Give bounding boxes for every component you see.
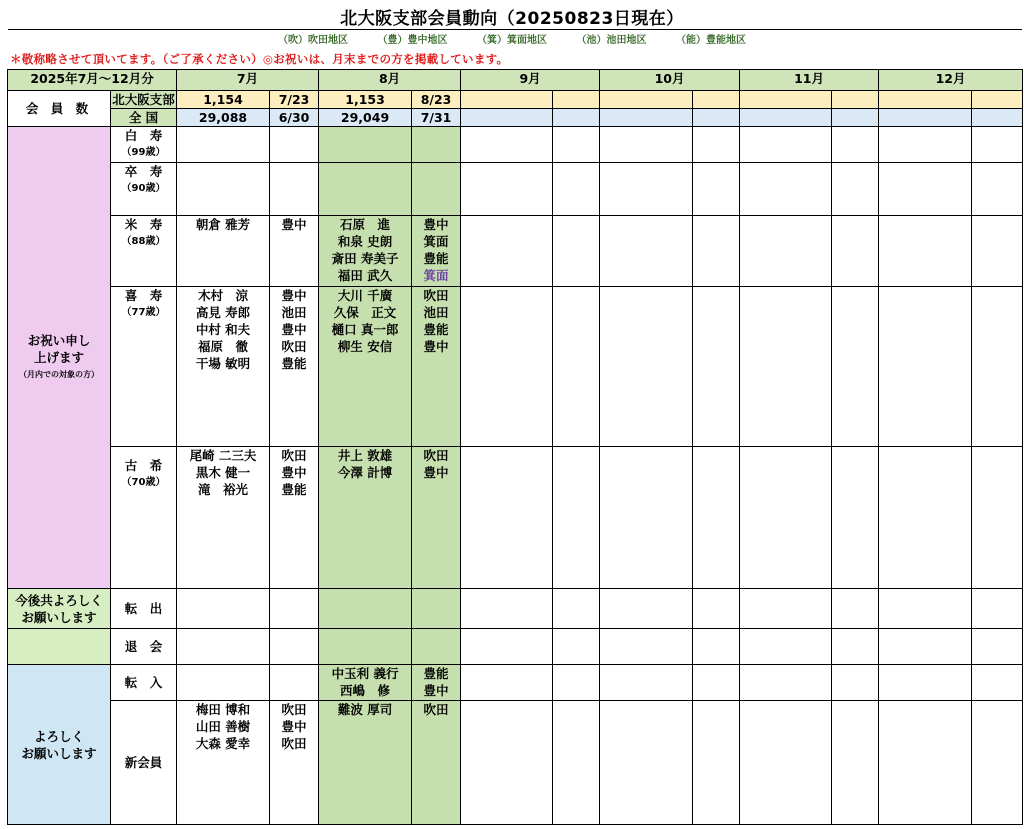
member-area: 豊中 (281, 465, 307, 480)
empty-cell (832, 127, 879, 163)
empty-cell (270, 629, 319, 665)
empty-cell (879, 91, 972, 109)
empty-cell (553, 287, 600, 447)
empty-cell (461, 701, 553, 825)
member-area: 吹田 (281, 736, 307, 751)
empty-cell (693, 629, 740, 665)
shinkai-row (8, 701, 1023, 825)
category-name: 古 希 (124, 458, 163, 473)
empty-cell (461, 163, 553, 216)
empty-cell (600, 163, 693, 216)
empty-cell (553, 109, 600, 127)
empty-cell (553, 665, 600, 701)
empty-cell (600, 287, 693, 447)
empty-cell (972, 629, 1023, 665)
empty-cell (879, 109, 972, 127)
koki-names-aug (319, 447, 412, 589)
kiju-areas-jul (270, 287, 319, 447)
member-area: 吹田 (423, 448, 449, 463)
member-area: 豊中 (423, 339, 449, 354)
farewell-label-line2: お願いします (21, 609, 97, 625)
member-area: 豊能 (423, 322, 449, 337)
legend-minoh: （箕）箕面地区 (477, 35, 547, 46)
member-name: 和泉 史朗 (337, 234, 393, 249)
empty-cell (600, 127, 693, 163)
tennyu-names-aug (319, 665, 412, 701)
member-name: 滝 裕光 (198, 482, 249, 497)
legend-toyono: （能）豊能地区 (675, 35, 746, 46)
member-area: 吹田 (281, 448, 307, 463)
shinkai-areas-aug (412, 701, 461, 825)
empty-cell (319, 163, 412, 216)
empty-cell (412, 163, 461, 216)
empty-cell (879, 701, 972, 825)
member-name: 柳生 安信 (337, 339, 393, 354)
branch-date-aug: 8/23 (412, 91, 461, 109)
empty-cell (972, 701, 1023, 825)
farewell-label (8, 589, 111, 629)
empty-cell (177, 589, 270, 629)
empty-cell (600, 629, 693, 665)
category-tenshutsu: 転 出 (111, 589, 177, 629)
empty-cell (600, 665, 693, 701)
celebration-label-line1: お祝い申し (27, 333, 91, 348)
member-count-branch-row (8, 91, 1023, 109)
empty-cell (270, 163, 319, 216)
category-koki (111, 447, 177, 589)
empty-cell (879, 163, 972, 216)
beiju-names-aug (319, 216, 412, 287)
category-name: 卒 寿 (124, 164, 163, 179)
member-area: 豊能 (281, 356, 307, 371)
empty-cell (553, 589, 600, 629)
title-underline (8, 29, 1022, 30)
member-area: 豊中 (423, 683, 449, 698)
national-date-aug: 7/31 (412, 109, 461, 127)
empty-cell (693, 216, 740, 287)
empty-cell (832, 447, 879, 589)
celebration-label-line2: 上げます (33, 350, 84, 365)
member-name: 中玉利 義行 (331, 666, 399, 681)
month-header-aug: 8月 (319, 70, 461, 91)
empty-cell (693, 589, 740, 629)
empty-cell (461, 629, 553, 665)
empty-cell (879, 127, 972, 163)
category-age: （77歳） (121, 307, 166, 318)
member-area: 吹田 (281, 339, 307, 354)
category-name: 白 寿 (124, 128, 163, 143)
empty-cell (740, 91, 832, 109)
beiju-areas-aug (412, 216, 461, 287)
member-name: 梅田 博和 (195, 702, 251, 717)
empty-cell (412, 589, 461, 629)
empty-cell (740, 287, 832, 447)
member-name: 干場 敏明 (195, 356, 251, 371)
empty-cell (740, 216, 832, 287)
member-area: 池田 (281, 305, 307, 320)
empty-cell (553, 447, 600, 589)
national-date-jul: 6/30 (270, 109, 319, 127)
empty-cell (319, 589, 412, 629)
member-area: 豊中 (423, 465, 449, 480)
empty-cell (270, 127, 319, 163)
category-name: 米 寿 (124, 217, 163, 232)
beiju-row (8, 216, 1023, 287)
member-area: 豊中 (281, 288, 307, 303)
member-name: 朝倉 雅芳 (195, 217, 251, 232)
empty-cell (461, 447, 553, 589)
shinkai-areas-jul (270, 701, 319, 825)
member-name: 樋口 真一郎 (331, 322, 399, 337)
empty-cell (740, 701, 832, 825)
empty-cell (740, 447, 832, 589)
empty-cell (461, 127, 553, 163)
kiju-names-aug (319, 287, 412, 447)
category-kiju (111, 287, 177, 447)
empty-cell (553, 127, 600, 163)
shinkai-names-jul (177, 701, 270, 825)
empty-cell (553, 163, 600, 216)
member-count-label: 会 員 数 (8, 91, 111, 127)
koki-names-jul (177, 447, 270, 589)
empty-cell (553, 91, 600, 109)
empty-cell (832, 163, 879, 216)
category-beiju (111, 216, 177, 287)
month-header-sep: 9月 (461, 70, 600, 91)
empty-cell (832, 701, 879, 825)
member-name: 斎田 寿美子 (331, 251, 399, 266)
empty-cell (461, 589, 553, 629)
empty-cell (319, 127, 412, 163)
member-area: 豊中 (423, 217, 449, 232)
member-area: 豊中 (281, 322, 307, 337)
legend-suita: （吹）吹田地区 (278, 35, 349, 46)
empty-cell (972, 127, 1023, 163)
empty-cell (177, 163, 270, 216)
category-age: （99歳） (121, 147, 166, 158)
month-header-oct: 10月 (600, 70, 740, 91)
member-name: 西嶋 修 (340, 683, 391, 698)
empty-cell (177, 665, 270, 701)
empty-cell (879, 287, 972, 447)
empty-cell (461, 216, 553, 287)
empty-cell (461, 665, 553, 701)
empty-cell (693, 91, 740, 109)
empty-cell (832, 287, 879, 447)
empty-cell (412, 127, 461, 163)
member-name: 木村 涼 (198, 288, 249, 303)
empty-cell (972, 589, 1023, 629)
category-shinkai: 新会員 (111, 701, 177, 825)
category-hakuju (111, 127, 177, 163)
empty-cell (600, 447, 693, 589)
member-area: 箕面 (423, 234, 449, 249)
member-area: 吹田 (281, 702, 307, 717)
empty-cell (879, 629, 972, 665)
category-name: 喜 寿 (124, 288, 163, 303)
member-area: 箕面 (423, 268, 449, 283)
welcome-label (8, 665, 111, 825)
empty-cell (972, 216, 1023, 287)
member-name: 石原 進 (340, 217, 391, 232)
kiju-areas-aug (412, 287, 461, 447)
member-area: 豊能 (423, 251, 449, 266)
category-age: （90歳） (121, 183, 166, 194)
empty-cell (740, 629, 832, 665)
welcome-label-line1: よろしく (33, 728, 84, 744)
spacer (111, 447, 176, 457)
empty-cell (740, 589, 832, 629)
month-header-nov: 11月 (740, 70, 879, 91)
empty-cell (693, 287, 740, 447)
empty-cell (177, 629, 270, 665)
empty-cell (832, 665, 879, 701)
empty-cell (461, 109, 553, 127)
empty-cell (461, 287, 553, 447)
member-area: 豊中 (281, 719, 307, 734)
empty-cell (177, 127, 270, 163)
member-count-national-row (8, 109, 1023, 127)
kiju-row (8, 287, 1023, 447)
welcome-label-line2: お願いします (21, 745, 97, 761)
hakuju-row (8, 127, 1023, 163)
period-header: 2025年7月～12月分 (8, 70, 177, 91)
empty-cell (832, 109, 879, 127)
empty-cell (693, 665, 740, 701)
farewell-label-line1: 今後共よろしく (15, 592, 103, 608)
empty-cell (972, 665, 1023, 701)
branch-count-jul: 1,154 (177, 91, 270, 109)
taikai-row (8, 629, 1023, 665)
empty-cell (832, 589, 879, 629)
empty-cell (879, 447, 972, 589)
national-count-jul: 29,088 (177, 109, 270, 127)
kiju-names-jul (177, 287, 270, 447)
empty-cell (832, 216, 879, 287)
member-name: 黒木 健一 (195, 465, 251, 480)
national-count-aug: 29,049 (319, 109, 412, 127)
tennyu-areas-aug (412, 665, 461, 701)
member-name: 尾崎 二三夫 (189, 448, 257, 463)
legend-toyonaka: （豊）豊中地区 (377, 35, 448, 46)
koki-row (8, 447, 1023, 589)
month-header-jul: 7月 (177, 70, 319, 91)
empty-cell (832, 91, 879, 109)
member-trend-table (7, 69, 1023, 825)
member-name: 大川 千廣 (337, 288, 393, 303)
koki-areas-aug (412, 447, 461, 589)
koki-areas-jul (270, 447, 319, 589)
legend-ikeda: （池）池田地区 (576, 35, 647, 46)
farewell-label-blank (8, 629, 111, 665)
member-name: 中村 和夫 (195, 322, 251, 337)
empty-cell (600, 91, 693, 109)
branch-count-aug: 1,153 (319, 91, 412, 109)
notice-text: ＊敬称略させて頂いてます。（ご了承ください）◎お祝いは、月末までの方を掲載しています。 (10, 52, 509, 66)
empty-cell (693, 701, 740, 825)
empty-cell (693, 447, 740, 589)
empty-cell (879, 216, 972, 287)
category-age: （70歳） (121, 477, 166, 488)
member-name: 山田 善樹 (195, 719, 251, 734)
empty-cell (693, 109, 740, 127)
member-name: 井上 敦雄 (337, 448, 393, 463)
empty-cell (740, 109, 832, 127)
member-area: 豊中 (281, 217, 307, 232)
empty-cell (600, 701, 693, 825)
empty-cell (461, 91, 553, 109)
empty-cell (879, 665, 972, 701)
beiju-areas-jul (270, 216, 319, 287)
member-name: 難波 厚司 (337, 702, 393, 717)
member-name: 大森 愛幸 (195, 736, 251, 751)
empty-cell (693, 127, 740, 163)
empty-cell (972, 109, 1023, 127)
tenshutsu-row (8, 589, 1023, 629)
empty-cell (270, 589, 319, 629)
sotsuju-row (8, 163, 1023, 216)
member-name: 福原 徹 (198, 339, 249, 354)
category-tennyu: 転 入 (111, 665, 177, 701)
empty-cell (972, 287, 1023, 447)
empty-cell (972, 91, 1023, 109)
empty-cell (600, 589, 693, 629)
member-name: 高見 寿郎 (195, 305, 251, 320)
shinkai-names-aug (319, 701, 412, 825)
empty-cell (319, 629, 412, 665)
empty-cell (553, 701, 600, 825)
member-name: 久保 正文 (333, 305, 397, 320)
member-area: 吹田 (423, 288, 449, 303)
empty-cell (832, 629, 879, 665)
empty-cell (879, 589, 972, 629)
header-row (8, 70, 1023, 91)
national-label: 全 国 (111, 109, 177, 127)
empty-cell (553, 629, 600, 665)
member-area: 吹田 (423, 702, 449, 717)
beiju-names-jul (177, 216, 270, 287)
celebration-label-note: （月内での対象の方） (19, 370, 99, 379)
empty-cell (740, 127, 832, 163)
month-header-dec: 12月 (879, 70, 1023, 91)
member-name: 今澤 計博 (337, 465, 393, 480)
tennyu-row (8, 665, 1023, 701)
page-title: 北大阪支部会員動向（20250823日現在） (340, 9, 684, 29)
category-sotsuju (111, 163, 177, 216)
member-area: 池田 (423, 305, 449, 320)
empty-cell (412, 629, 461, 665)
branch-date-jul: 7/23 (270, 91, 319, 109)
district-legend (0, 31, 1024, 46)
empty-cell (972, 447, 1023, 589)
member-name: 福田 武久 (337, 268, 393, 283)
category-age: （88歳） (121, 236, 166, 247)
empty-cell (270, 665, 319, 701)
empty-cell (600, 216, 693, 287)
member-area: 豊能 (281, 482, 307, 497)
empty-cell (600, 109, 693, 127)
empty-cell (553, 216, 600, 287)
branch-label: 北大阪支部 (112, 92, 175, 107)
celebration-label (8, 127, 111, 589)
category-taikai: 退 会 (111, 629, 177, 665)
empty-cell (740, 665, 832, 701)
member-area: 豊能 (423, 666, 449, 681)
empty-cell (693, 163, 740, 216)
empty-cell (972, 163, 1023, 216)
empty-cell (740, 163, 832, 216)
